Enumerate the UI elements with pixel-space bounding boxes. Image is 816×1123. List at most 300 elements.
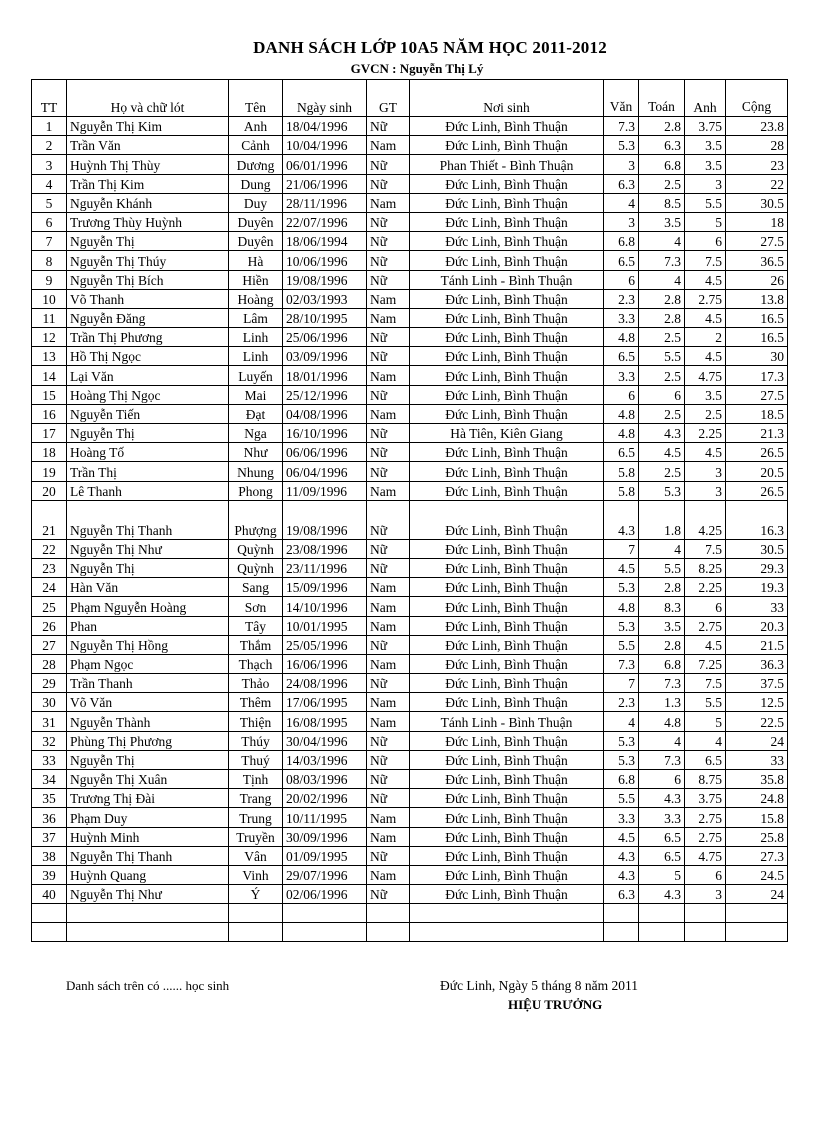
table-row — [32, 212, 788, 231]
birthplace: Đức Linh, Bình Thuận — [410, 674, 604, 693]
row-number: 7 — [32, 232, 67, 251]
score-english: 3 — [685, 174, 726, 193]
student-surname: Huỳnh Quang — [67, 865, 229, 884]
row-number: 16 — [32, 404, 67, 423]
student-surname: Nguyễn Khánh — [67, 193, 229, 212]
score-english: 6 — [685, 865, 726, 884]
birth-date: 28/10/1995 — [283, 308, 367, 327]
birth-date: 01/09/1995 — [283, 846, 367, 865]
score-total: 26.5 — [726, 443, 788, 462]
empty-cell — [229, 923, 283, 942]
gender: Nam — [367, 597, 410, 616]
score-total: 24 — [726, 885, 788, 904]
empty-cell — [283, 923, 367, 942]
gender: Nam — [367, 808, 410, 827]
row-number: 11 — [32, 308, 67, 327]
table-row — [32, 789, 788, 808]
table-row — [32, 251, 788, 270]
student-surname: Nguyễn Thị — [67, 424, 229, 443]
row-number: 37 — [32, 827, 67, 846]
student-given-name: Nga — [229, 424, 283, 443]
row-number: 8 — [32, 251, 67, 270]
birthplace: Đức Linh, Bình Thuận — [410, 846, 604, 865]
birthplace: Đức Linh, Bình Thuận — [410, 789, 604, 808]
table-row — [32, 674, 788, 693]
row-number: 32 — [32, 731, 67, 750]
score-english: 3 — [685, 481, 726, 500]
gender: Nam — [367, 136, 410, 155]
header-given-name: Tên — [229, 80, 283, 117]
score-literature: 3.3 — [604, 808, 639, 827]
score-total: 23 — [726, 155, 788, 174]
student-given-name: Hoàng — [229, 289, 283, 308]
birthplace: Tánh Linh - Bình Thuận — [410, 270, 604, 289]
table-row — [32, 770, 788, 789]
student-surname: Nguyễn Thị Như — [67, 539, 229, 558]
score-literature: 6.8 — [604, 770, 639, 789]
row-number: 1 — [32, 117, 67, 136]
student-given-name: Linh — [229, 347, 283, 366]
student-surname: Nguyễn Đăng — [67, 308, 229, 327]
birth-date: 25/06/1996 — [283, 328, 367, 347]
birthplace: Đức Linh, Bình Thuận — [410, 750, 604, 769]
score-literature: 5.3 — [604, 616, 639, 635]
birth-date: 06/06/1996 — [283, 443, 367, 462]
student-given-name: Thảo — [229, 674, 283, 693]
score-math: 6.5 — [639, 846, 685, 865]
empty-cell — [410, 923, 604, 942]
student-given-name: Anh — [229, 117, 283, 136]
student-surname: Nguyễn Thành — [67, 712, 229, 731]
score-math: 2.5 — [639, 462, 685, 481]
table-row — [32, 693, 788, 712]
score-math: 4.3 — [639, 424, 685, 443]
row-number: 4 — [32, 174, 67, 193]
score-english: 4.5 — [685, 635, 726, 654]
student-surname: Trương Thùy Huỳnh — [67, 212, 229, 231]
table-row — [32, 597, 788, 616]
row-number: 21 — [32, 500, 67, 539]
score-literature: 5.3 — [604, 136, 639, 155]
birthplace: Đức Linh, Bình Thuận — [410, 347, 604, 366]
score-literature: 6.3 — [604, 885, 639, 904]
score-english: 6.5 — [685, 750, 726, 769]
student-surname: Võ Thanh — [67, 289, 229, 308]
table-row — [32, 270, 788, 289]
birthplace: Đức Linh, Bình Thuận — [410, 232, 604, 251]
student-surname: Phạm Nguyễn Hoàng — [67, 597, 229, 616]
empty-cell — [229, 904, 283, 923]
row-number: 25 — [32, 597, 67, 616]
score-literature: 7 — [604, 539, 639, 558]
score-total: 21.5 — [726, 635, 788, 654]
student-surname: Lại Văn — [67, 366, 229, 385]
row-number: 14 — [32, 366, 67, 385]
birthplace: Đức Linh, Bình Thuận — [410, 308, 604, 327]
table-row — [32, 539, 788, 558]
score-english: 6 — [685, 232, 726, 251]
score-total: 17.3 — [726, 366, 788, 385]
empty-cell — [726, 923, 788, 942]
score-literature: 5.5 — [604, 789, 639, 808]
row-number: 9 — [32, 270, 67, 289]
student-given-name: Cảnh — [229, 136, 283, 155]
score-total: 16.5 — [726, 328, 788, 347]
score-literature: 6.5 — [604, 443, 639, 462]
table-row — [32, 827, 788, 846]
birth-date: 06/01/1996 — [283, 155, 367, 174]
student-given-name: Duyên — [229, 212, 283, 231]
score-total: 27.5 — [726, 232, 788, 251]
student-given-name: Sơn — [229, 597, 283, 616]
score-math: 2.8 — [639, 117, 685, 136]
birth-date: 03/09/1996 — [283, 347, 367, 366]
student-surname: Võ Văn — [67, 693, 229, 712]
score-total: 13.8 — [726, 289, 788, 308]
score-literature: 4.3 — [604, 500, 639, 539]
birth-date: 14/03/1996 — [283, 750, 367, 769]
empty-cell — [367, 923, 410, 942]
empty-row — [32, 923, 788, 942]
score-literature: 2.3 — [604, 693, 639, 712]
score-literature: 6 — [604, 385, 639, 404]
student-given-name: Thắm — [229, 635, 283, 654]
score-literature: 4.5 — [604, 558, 639, 577]
score-total: 35.8 — [726, 770, 788, 789]
table-row — [32, 366, 788, 385]
student-surname: Nguyễn Thị Như — [67, 885, 229, 904]
score-math: 6.3 — [639, 136, 685, 155]
table-row — [32, 616, 788, 635]
table-row — [32, 232, 788, 251]
table-row — [32, 289, 788, 308]
row-number: 13 — [32, 347, 67, 366]
birthplace: Đức Linh, Bình Thuận — [410, 289, 604, 308]
score-total: 30.5 — [726, 193, 788, 212]
student-given-name: Dương — [229, 155, 283, 174]
birthplace: Đức Linh, Bình Thuận — [410, 616, 604, 635]
header-math: Toán — [639, 80, 685, 117]
score-math: 2.5 — [639, 328, 685, 347]
birth-date: 16/08/1995 — [283, 712, 367, 731]
birthplace: Đức Linh, Bình Thuận — [410, 366, 604, 385]
empty-cell — [32, 923, 67, 942]
score-math: 2.5 — [639, 174, 685, 193]
row-number: 29 — [32, 674, 67, 693]
score-total: 24.5 — [726, 865, 788, 884]
birthplace: Hà Tiên, Kiên Giang — [410, 424, 604, 443]
header-gender: GT — [367, 80, 410, 117]
student-given-name: Thúy — [229, 731, 283, 750]
score-literature: 6.5 — [604, 347, 639, 366]
table-row — [32, 750, 788, 769]
row-number: 3 — [32, 155, 67, 174]
student-given-name: Truyền — [229, 827, 283, 846]
score-literature: 6.5 — [604, 251, 639, 270]
table-row — [32, 174, 788, 193]
empty-cell — [67, 923, 229, 942]
student-given-name: Trang — [229, 789, 283, 808]
score-total: 30 — [726, 347, 788, 366]
score-english: 3.75 — [685, 789, 726, 808]
score-total: 12.5 — [726, 693, 788, 712]
row-number: 30 — [32, 693, 67, 712]
empty-cell — [67, 904, 229, 923]
score-literature: 3 — [604, 155, 639, 174]
score-math: 2.8 — [639, 578, 685, 597]
score-total: 27.5 — [726, 385, 788, 404]
score-math: 6.5 — [639, 827, 685, 846]
header-birthplace: Nơi sinh — [410, 80, 604, 117]
birth-date: 18/04/1996 — [283, 117, 367, 136]
table-row — [32, 558, 788, 577]
score-total: 22.5 — [726, 712, 788, 731]
table-row — [32, 328, 788, 347]
student-surname: Nguyễn Thị Thanh — [67, 500, 229, 539]
class-roster-table — [31, 79, 788, 942]
student-surname: Phan — [67, 616, 229, 635]
student-surname: Nguyễn Thị Xuân — [67, 770, 229, 789]
score-math: 5.5 — [639, 558, 685, 577]
birthplace: Tánh Linh - Bình Thuận — [410, 712, 604, 731]
row-number: 17 — [32, 424, 67, 443]
score-english: 7.5 — [685, 539, 726, 558]
birthplace: Đức Linh, Bình Thuận — [410, 193, 604, 212]
score-literature: 3.3 — [604, 366, 639, 385]
score-math: 3.5 — [639, 212, 685, 231]
score-math: 2.5 — [639, 366, 685, 385]
student-surname: Nguyễn Thị Thúy — [67, 251, 229, 270]
student-given-name: Vinh — [229, 865, 283, 884]
row-number: 2 — [32, 136, 67, 155]
birth-date: 21/06/1996 — [283, 174, 367, 193]
gender: Nữ — [367, 885, 410, 904]
score-english: 2.75 — [685, 827, 726, 846]
gender: Nữ — [367, 174, 410, 193]
row-number: 33 — [32, 750, 67, 769]
student-surname: Trần Thị — [67, 462, 229, 481]
student-given-name: Ý — [229, 885, 283, 904]
row-number: 10 — [32, 289, 67, 308]
birth-date: 30/04/1996 — [283, 731, 367, 750]
score-english: 5.5 — [685, 193, 726, 212]
score-english: 3.75 — [685, 117, 726, 136]
score-math: 2.5 — [639, 404, 685, 423]
score-english: 4 — [685, 731, 726, 750]
student-surname: Lê Thanh — [67, 481, 229, 500]
row-number: 31 — [32, 712, 67, 731]
score-literature: 3.3 — [604, 308, 639, 327]
score-math: 2.8 — [639, 635, 685, 654]
row-number: 34 — [32, 770, 67, 789]
birthplace: Đức Linh, Bình Thuận — [410, 443, 604, 462]
gender: Nữ — [367, 155, 410, 174]
score-english: 3 — [685, 462, 726, 481]
score-total: 28 — [726, 136, 788, 155]
score-math: 6 — [639, 385, 685, 404]
row-number: 26 — [32, 616, 67, 635]
birthplace: Đức Linh, Bình Thuận — [410, 481, 604, 500]
score-literature: 6 — [604, 270, 639, 289]
score-math: 7.3 — [639, 674, 685, 693]
student-surname: Nguyễn Thị — [67, 232, 229, 251]
student-surname: Phạm Ngọc — [67, 654, 229, 673]
student-surname: Hoàng Thị Ngọc — [67, 385, 229, 404]
table-row — [32, 481, 788, 500]
score-math: 4.8 — [639, 712, 685, 731]
student-count-note: Danh sách trên có ...... học sinh — [66, 978, 230, 993]
student-given-name: Linh — [229, 328, 283, 347]
table-row — [32, 404, 788, 423]
homeroom-teacher: GVCN : Nguyễn Thị Lý — [350, 61, 484, 76]
header-english: Anh — [685, 80, 726, 117]
place-and-date: Đức Linh, Ngày 5 tháng 8 năm 2011 — [440, 978, 639, 993]
score-total: 16.5 — [726, 308, 788, 327]
empty-cell — [639, 923, 685, 942]
row-number: 15 — [32, 385, 67, 404]
score-math: 6.8 — [639, 654, 685, 673]
score-math: 4.3 — [639, 885, 685, 904]
header-full-name: Họ và chữ lót — [67, 80, 229, 117]
table-row — [32, 155, 788, 174]
student-given-name: Phong — [229, 481, 283, 500]
birthplace: Đức Linh, Bình Thuận — [410, 404, 604, 423]
gender: Nữ — [367, 328, 410, 347]
score-english: 2.75 — [685, 808, 726, 827]
birthplace: Phan Thiết - Bình Thuận — [410, 155, 604, 174]
student-given-name: Thêm — [229, 693, 283, 712]
gender: Nữ — [367, 251, 410, 270]
gender: Nam — [367, 289, 410, 308]
score-literature: 7 — [604, 674, 639, 693]
score-english: 6 — [685, 597, 726, 616]
student-surname: Phùng Thị Phương — [67, 731, 229, 750]
gender: Nữ — [367, 500, 410, 539]
student-given-name: Thiện — [229, 712, 283, 731]
gender: Nam — [367, 712, 410, 731]
score-math: 8.5 — [639, 193, 685, 212]
gender: Nam — [367, 404, 410, 423]
score-literature: 4.3 — [604, 846, 639, 865]
student-surname: Trương Thị Đài — [67, 789, 229, 808]
roster-body — [32, 117, 788, 942]
row-number: 38 — [32, 846, 67, 865]
score-literature: 6.8 — [604, 232, 639, 251]
row-number: 22 — [32, 539, 67, 558]
birthplace: Đức Linh, Bình Thuận — [410, 827, 604, 846]
empty-cell — [367, 904, 410, 923]
birth-date: 08/03/1996 — [283, 770, 367, 789]
student-given-name: Tây — [229, 616, 283, 635]
table-row — [32, 443, 788, 462]
birth-date: 10/11/1995 — [283, 808, 367, 827]
birth-date: 22/07/1996 — [283, 212, 367, 231]
score-literature: 7.3 — [604, 117, 639, 136]
gender: Nữ — [367, 558, 410, 577]
birthplace: Đức Linh, Bình Thuận — [410, 597, 604, 616]
student-given-name: Trung — [229, 808, 283, 827]
gender: Nam — [367, 827, 410, 846]
score-literature: 5.3 — [604, 750, 639, 769]
gender: Nữ — [367, 443, 410, 462]
gender: Nữ — [367, 731, 410, 750]
gender: Nữ — [367, 270, 410, 289]
score-math: 4 — [639, 270, 685, 289]
score-english: 3.5 — [685, 385, 726, 404]
gender: Nữ — [367, 674, 410, 693]
gender: Nam — [367, 654, 410, 673]
student-given-name: Dung — [229, 174, 283, 193]
score-total: 18.5 — [726, 404, 788, 423]
gender: Nam — [367, 308, 410, 327]
birthplace: Đức Linh, Bình Thuận — [410, 808, 604, 827]
birth-date: 10/06/1996 — [283, 251, 367, 270]
score-total: 22 — [726, 174, 788, 193]
score-literature: 4 — [604, 712, 639, 731]
score-english: 4.5 — [685, 308, 726, 327]
birthplace: Đức Linh, Bình Thuận — [410, 578, 604, 597]
student-given-name: Nhung — [229, 462, 283, 481]
birthplace: Đức Linh, Bình Thuận — [410, 251, 604, 270]
gender: Nữ — [367, 846, 410, 865]
score-total: 36.3 — [726, 654, 788, 673]
score-literature: 4.3 — [604, 865, 639, 884]
table-row — [32, 500, 788, 539]
birth-date: 28/11/1996 — [283, 193, 367, 212]
birth-date: 06/04/1996 — [283, 462, 367, 481]
row-number: 40 — [32, 885, 67, 904]
row-number: 24 — [32, 578, 67, 597]
score-english: 3 — [685, 885, 726, 904]
score-literature: 2.3 — [604, 289, 639, 308]
score-math: 2.8 — [639, 308, 685, 327]
score-english: 7.25 — [685, 654, 726, 673]
student-surname: Huỳnh Thị Thùy — [67, 155, 229, 174]
score-math: 4.5 — [639, 443, 685, 462]
student-given-name: Sang — [229, 578, 283, 597]
page-title: DANH SÁCH LỚP 10A5 NĂM HỌC 2011-2012 — [253, 38, 607, 57]
gender: Nữ — [367, 462, 410, 481]
birth-date: 02/03/1993 — [283, 289, 367, 308]
birth-date: 18/01/1996 — [283, 366, 367, 385]
score-total: 24 — [726, 731, 788, 750]
gender: Nam — [367, 865, 410, 884]
score-math: 4 — [639, 232, 685, 251]
gender: Nữ — [367, 770, 410, 789]
gender: Nữ — [367, 789, 410, 808]
row-number: 39 — [32, 865, 67, 884]
table-row — [32, 424, 788, 443]
gender: Nữ — [367, 117, 410, 136]
student-given-name: Duyên — [229, 232, 283, 251]
score-english: 2.5 — [685, 404, 726, 423]
student-surname: Trần Thanh — [67, 674, 229, 693]
student-surname: Hoàng Tố — [67, 443, 229, 462]
score-literature: 5.3 — [604, 578, 639, 597]
student-given-name: Mai — [229, 385, 283, 404]
birth-date: 17/06/1995 — [283, 693, 367, 712]
student-surname: Nguyễn Thị — [67, 750, 229, 769]
table-row — [32, 885, 788, 904]
birth-date: 11/09/1996 — [283, 481, 367, 500]
birth-date: 30/09/1996 — [283, 827, 367, 846]
score-literature: 4 — [604, 193, 639, 212]
birth-date: 24/08/1996 — [283, 674, 367, 693]
score-math: 7.3 — [639, 750, 685, 769]
table-row — [32, 846, 788, 865]
table-row — [32, 712, 788, 731]
gender: Nữ — [367, 347, 410, 366]
